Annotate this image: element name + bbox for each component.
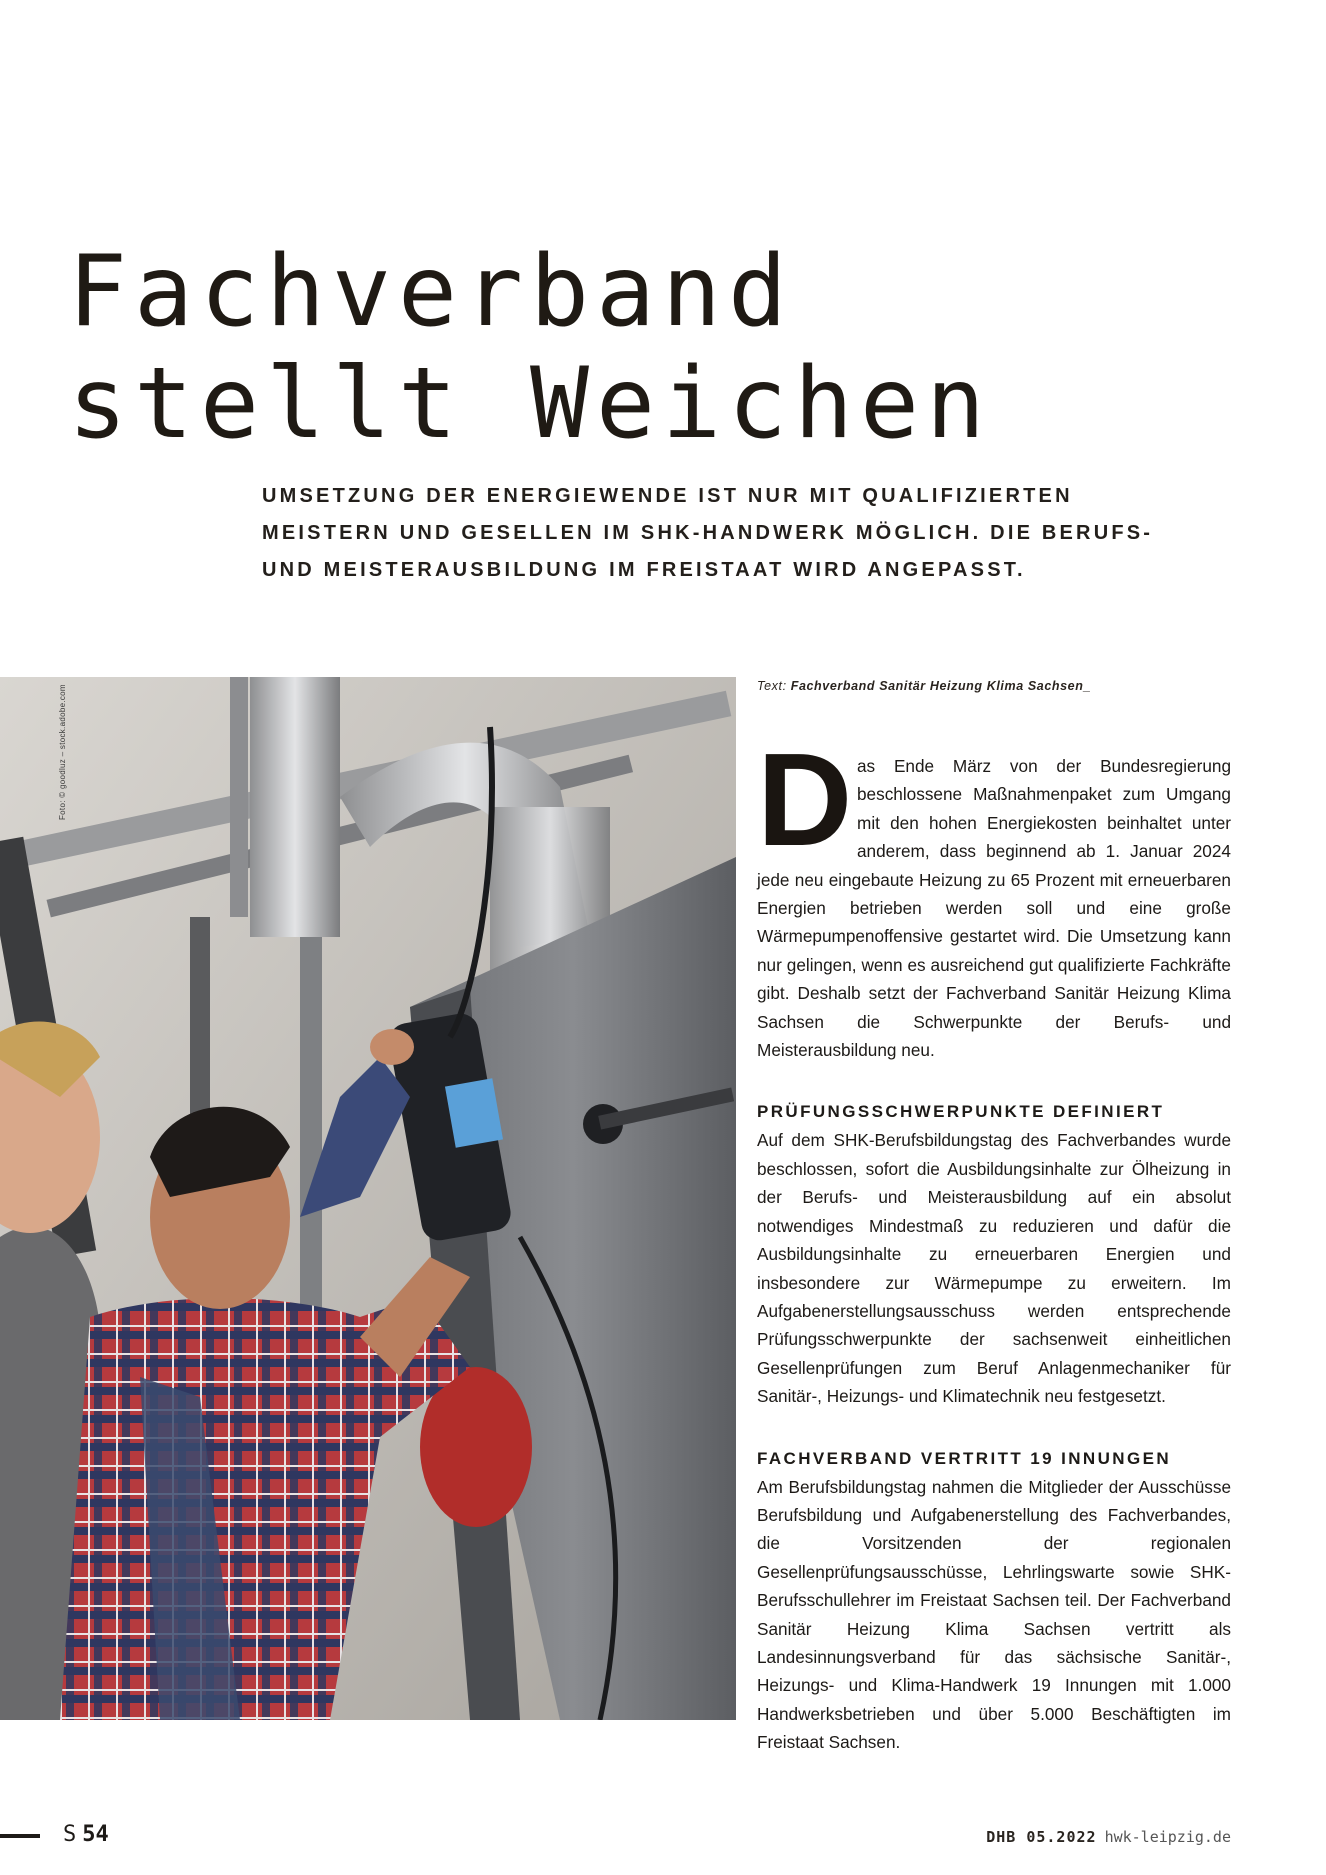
footer-issue-info (986, 1828, 1231, 1846)
issue-label: DHB 05.2022 (986, 1828, 1097, 1846)
intro-paragraph (757, 726, 1231, 1064)
article-teaser (262, 478, 1154, 589)
section-text-2: Am Berufsbildungstag nahmen die Mitglieder der Ausschüsse Berufsbildung und Aufgabenerstellung des Fachverbandes, die Vorsitzenden der regionalen Gesellenprüfungsausschüsse, Lehrlingswarte sowie SHK-Berufsschullehrer im Freistaat Sachsen teil. Der Fachverband Sanitär Heizung Klima Sachsen vertritt als Landesinnungsverband für das sächsische Sanitär-, Heizungs- und Klima-Handwerk 19 Innungen mit 1.000 Handwerksbetrieben und über 5.000 Beschäftigten im Freistaat Sachsen. (757, 1476, 1231, 1753)
byline-label: Text: (757, 679, 787, 693)
photo-credit: Foto: © goodluz – stock.adobe.com (58, 684, 67, 820)
headline-line-2: stellt Weichen (68, 347, 993, 461)
article-headline (68, 236, 992, 460)
section-heading-2: FACHVERBAND VERTRITT 19 INNUNGEN (757, 1448, 1171, 1468)
page-number (63, 1822, 109, 1847)
byline (757, 679, 1091, 693)
teaser-line-3: UND MEISTERAUSBILDUNG IM FREISTAAT WIRD ANGEPASST. (262, 559, 1026, 581)
section-heading-1: PRÜFUNGSSCHWERPUNKTE DEFINIERT (757, 1102, 1165, 1122)
byline-author: Fachverband Sanitär Heizung Klima Sachsen_ (790, 679, 1092, 693)
article-body (757, 726, 1231, 1757)
page-prefix: S (63, 1822, 77, 1847)
article-photo (0, 677, 736, 1720)
drop-cap: D (757, 726, 853, 873)
website-link[interactable]: hwk-leipzig.de (1104, 1828, 1231, 1846)
intro-text: as Ende März von der Bundesregierung beschlossene Maßnahmenpaket zum Umgang mit den hohen Energiekosten beinhaltet unter anderem, dass beginnend ab 1. Januar 2024 jede neu eingebaute Heizung zu 65 Prozent mit erneuerbaren Energien betrieben werden soll und eine große Wärmepumpenoffensive gestartet wird. Die Umsetzung kann nur gelingen, wenn es ausreichend gut qualifizierte Fachkräfte gibt. Deshalb setzt der Fachverband Sanitär Heizung Klima Sachsen die Schwerpunkte der Berufs- und Meisterausbildung neu. (757, 756, 1231, 1061)
teaser-line-1: UMSETZUNG DER ENERGIEWENDE IST NUR MIT QUALIFIZIERTEN (262, 485, 1073, 507)
headline-line-1: Fachverband (68, 235, 795, 349)
footer-rule (0, 1834, 40, 1838)
page-number-value: 54 (82, 1822, 109, 1847)
section-text-1: Auf dem SHK-Berufsbildungstag des Fachverbandes wurde beschlossen, sofort die Ausbildungsinhalte zur Ölheizung in der Berufs- und Meisterausbildung auf ein absolut notwendiges Mindestmaß zu reduzieren und dafür die Ausbildungsinhalte zu erneuerbaren Energien und insbesondere zur Wärmepumpe zu erweitern. Im Aufgabenerstellungsausschuss werden entsprechende Prüfungsschwerpunkte der sachsenweit einheitlichen Gesellenprüfungen zum Beruf Anlagenmechaniker für Sanitär-, Heizungs- und Klimatechnik neu festgesetzt. (757, 1130, 1231, 1407)
teaser-line-2: MEISTERN UND GESELLEN IM SHK-HANDWERK MÖGLICH. DIE BERUFS- (262, 522, 1154, 544)
